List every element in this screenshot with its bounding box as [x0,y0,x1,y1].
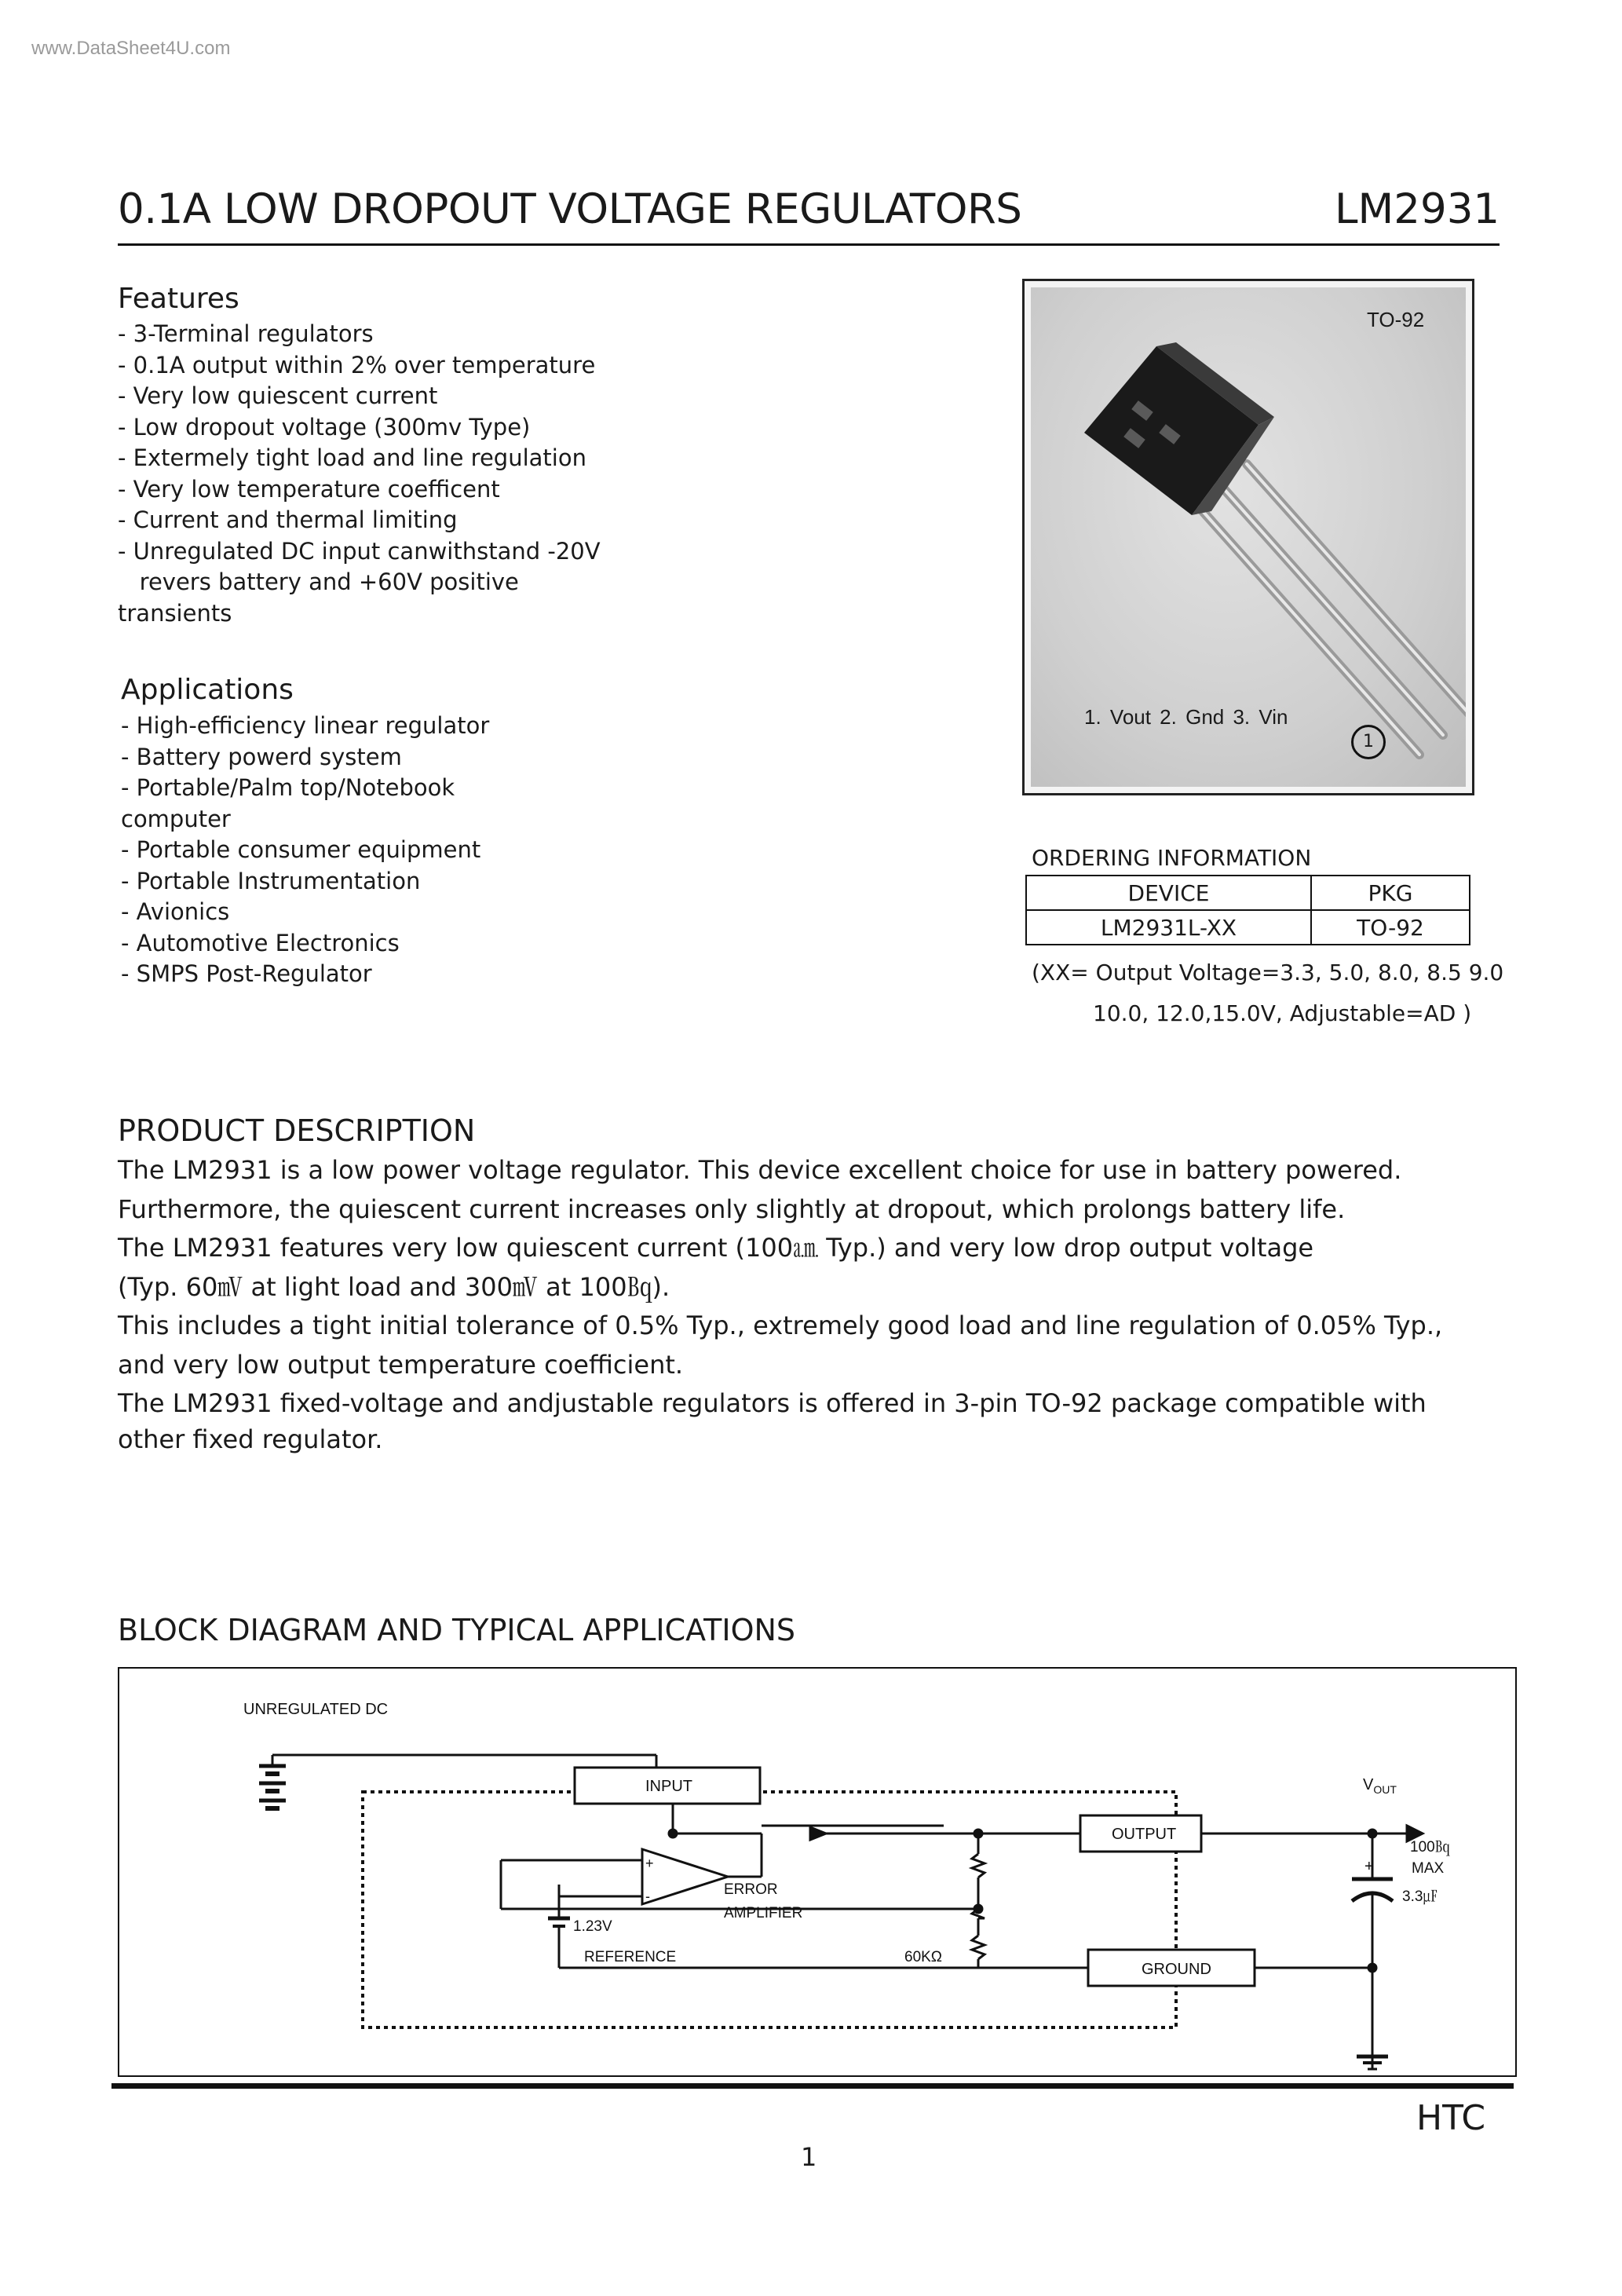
list-item: - High-efficiency linear regulator [121,712,490,739]
paragraph-line: (Typ. 60㎷ at light load and 300㎷ at 100㏃). [118,1271,670,1302]
ordering-caption: ORDERING INFORMATION [1032,845,1312,871]
paragraph-line: and very low output temperature coefficient. [118,1349,684,1380]
label-error: ERROR [724,1881,778,1898]
label-max: MAX [1412,1860,1445,1877]
ordering-table [1025,875,1470,945]
list-item: - SMPS Post-Regulator [121,960,372,987]
company-name: HTC [1416,2098,1486,2138]
list-item: - Portable/Palm top/Notebook [121,774,455,801]
label-output: OUTPUT [1112,1826,1177,1843]
applications-list [121,711,489,990]
paragraph-line: The LM2931 features very low quiescent current (100㏂ Typ.) and very low drop output voltage [118,1233,1314,1263]
label-reference-voltage: 1.23V [573,1918,612,1935]
column-header-device: DEVICE [1026,876,1311,910]
product-description-body [118,1151,1515,1455]
label-input: INPUT [645,1778,692,1795]
block-diagram [118,1667,1517,2077]
table-cell: TO-92 [1311,910,1470,945]
watermark: www.DataSheet4U.com [31,38,231,59]
paragraph-line: other fixed regulator. [118,1424,383,1454]
list-item: - 0.1A output within 2% over temperature [118,351,596,378]
pinout-label: 1. Vout 2. Gnd 3. Vin [1084,705,1288,729]
list-item: transients [118,599,232,627]
list-item: revers battery and +60V positive [118,569,519,595]
list-item: - Current and thermal limiting [118,506,458,533]
block-diagram-schematic [119,1669,1515,2075]
block-diagram-heading: BLOCK DIAGRAM AND TYPICAL APPLICATIONS [118,1613,796,1647]
pin-1-marker: 1 [1351,725,1386,759]
label-vout: $V_{OUT}$ [1363,1776,1397,1796]
list-item: - 3-Terminal regulators [118,320,374,347]
label-ground: GROUND [1142,1961,1211,1978]
page-number: 1 [801,2142,817,2172]
features-list [118,319,601,629]
list-item: - Very low temperature coefficent [118,475,500,503]
label-amplifier: AMPLIFIER [724,1905,803,1921]
list-item: - Avionics [121,898,230,925]
label-resistor: 60KΩ [904,1949,943,1965]
column-header-pkg: PKG [1311,876,1470,910]
label-unregulated-dc: UNREGULATED DC [243,1701,389,1718]
paragraph-line: The LM2931 is a low power voltage regulator. This device excellent choice for use in battery powered. [118,1155,1402,1185]
footer-divider [111,2083,1514,2089]
ordering-note-line-1: (XX= Output Voltage=3.3, 5.0, 8.0, 8.5 9.0 [1032,960,1504,985]
paragraph-line: Furthermore, the quiescent current increases only slightly at dropout, which prolongs battery life. [118,1194,1346,1224]
list-item: - Portable Instrumentation [121,867,421,894]
label-reference: REFERENCE [584,1949,677,1965]
page-title: 0.1A LOW DROPOUT VOLTAGE REGULATORS [118,185,1022,233]
list-item: - Unregulated DC input canwithstand -20V [118,537,601,565]
list-item: - Very low quiescent current [118,382,438,409]
package-label: TO-92 [1367,308,1425,331]
table-cell: LM2931L-XX [1026,910,1311,945]
list-item: - Automotive Electronics [121,929,400,956]
product-description-heading: PRODUCT DESCRIPTION [118,1113,476,1148]
label-output-current: 100㏃ [1410,1839,1450,1855]
package-photo [1022,279,1474,795]
label-cap-plus: + [1364,1858,1374,1875]
list-item: - Low dropout voltage (300mv Type) [118,413,531,441]
ordering-note-line-2: 10.0, 12.0,15.0V, Adjustable=AD ) [1093,1000,1472,1026]
features-heading: Features [118,283,239,315]
title-divider [118,243,1500,246]
paragraph-line: The LM2931 fixed-voltage and andjustable regulators is offered in 3-pin TO-92 package compatible with [118,1388,1427,1418]
label-capacitor: 3.3㎌ [1402,1888,1438,1905]
list-item: - Portable consumer equipment [121,836,481,863]
paragraph-line: This includes a tight initial tolerance of 0.5% Typ., extremely good load and line regulation of 0.05% Typ., [118,1311,1443,1340]
list-item: computer [121,805,231,832]
table-row [1026,910,1470,945]
list-item: - Battery powerd system [121,743,402,770]
part-number: LM2931 [1335,185,1500,233]
label-opamp-minus: - [645,1888,650,1904]
applications-heading: Applications [121,674,294,706]
label-opamp-plus: + [645,1855,654,1871]
table-header-row [1026,876,1470,910]
list-item: - Extermely tight load and line regulation [118,444,586,471]
